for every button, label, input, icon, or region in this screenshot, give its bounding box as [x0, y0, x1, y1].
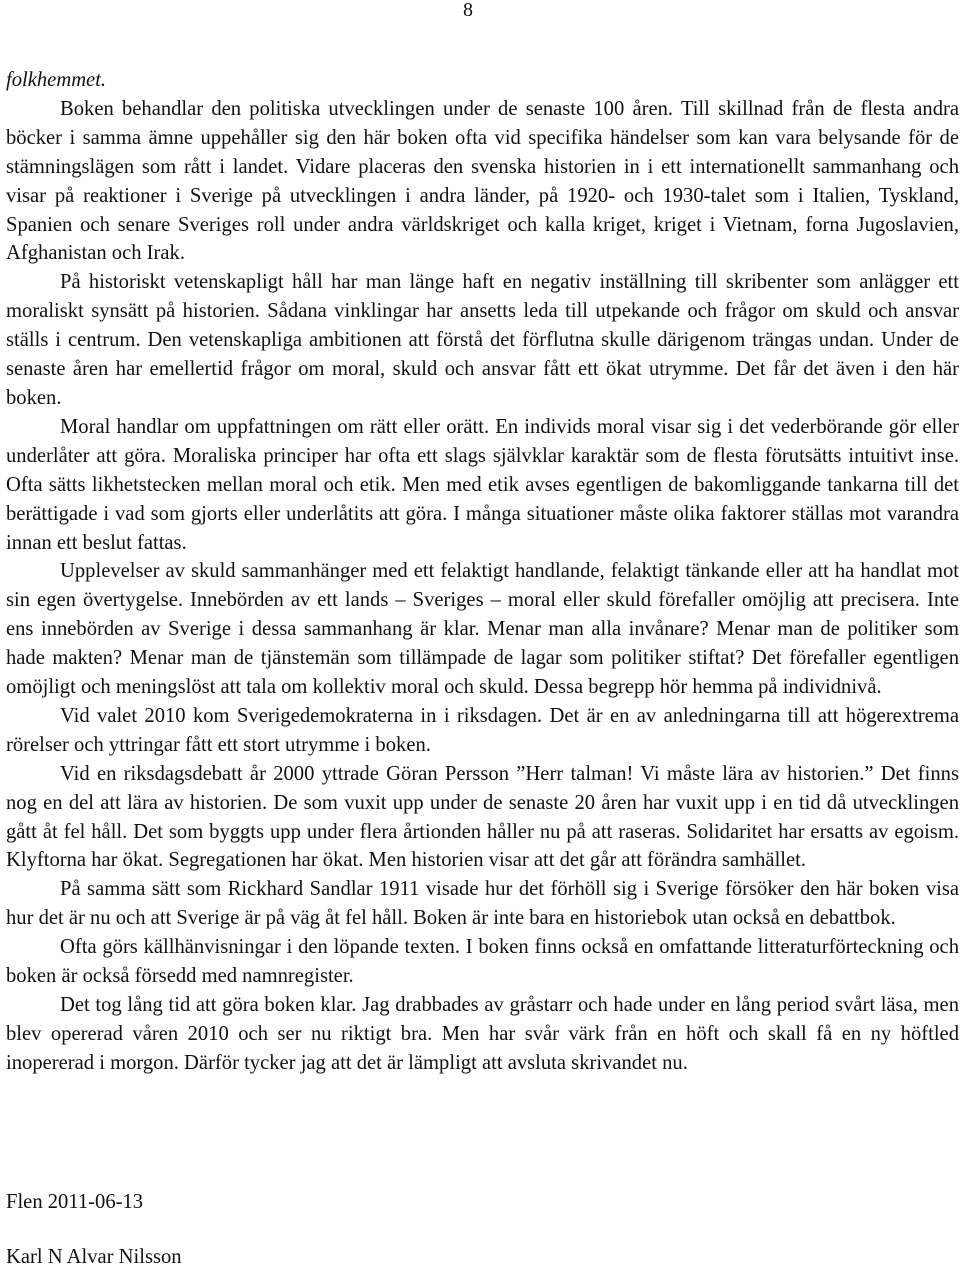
- paragraph-closing: Det tog lång tid att göra boken klar. Jag drabbades av gråstarr och hade under en lång period svårt läsa, men blev opererad våren 2010 och ser nu riktigt bra. Men har svår värk från en höft och skall få en ny höftled inopererad i morgon. Därför tycker jag att det är lämpligt att avsluta skrivandet nu.: [6, 994, 959, 1074]
- paragraph-riksdag-debate: Vid en riksdagsdebatt år 2000 yttrade Göran Persson ”Herr talman! Vi måste lära av historien.” Det finns nog en del att lära av historien. De som vuxit upp under de senaste 20 åren har vuxit upp i en tid då utvecklingen gått åt fel håll. Det som byggts upp under flera årtionden håller nu på att raseras. Solidaritet har ersatts av egoism. Klyftorna har ökat. Segregationen har ökat. Men historien visar att det går att förändra samhället.: [6, 762, 959, 872]
- paragraph-election-2010: Vid valet 2010 kom Sverigedemokraterna in i riksdagen. Det är en av anledningarna till att högerextrema rörelser och yttringar fått ett stort utrymme i boken.: [6, 704, 959, 756]
- body-text: [6, 66, 959, 1078]
- place-date: Flen 2011-06-13: [6, 1191, 144, 1213]
- paragraph-references: Ofta görs källhänvisningar i den löpande texten. I boken finns också en omfattande litteraturförteckning och boken är också försedd med namnregister.: [6, 936, 959, 988]
- opening-word: folkhemmet.: [6, 69, 107, 91]
- paragraph-intro: Boken behandlar den politiska utvecklingen under de senaste 100 åren. Till skillnad från de flesta andra böcker i samma ämne uppehåller sig den här boken ofta vid specifika händelser som kan vara belysande för de stämningslägen som rått i landet. Vidare placeras den svenska historien in i ett internationellt sammanhang och visar på reaktioner i Sverige på utvecklingen i andra länder, på 1920- och 1930-talet som i Italien, Tyskland, Spanien och senare Sveriges roll under andra världskriget och kalla kriget, kriget i Vietnam, forna Jugoslavien, Afghanistan och Irak.: [6, 97, 959, 265]
- paragraph-moral-definition: Moral handlar om uppfattningen om rätt eller orätt. En individs moral visar sig i det vederbörande gör eller underlåter att göra. Moraliska principer har ofta ett slags självklar karaktär som de flesta förutsätts intuitivt inse. Ofta sätts likhetstecken mellan moral och etik. Men med etik avses egentligen de bakomliggande tankarna till det berättigade i vad som gjorts eller underlåtits att göra. I många situationer måste olika faktorer ställas mot varandra innan ett beslut fattas.: [6, 415, 959, 554]
- paragraph-sandlar: På samma sätt som Rickhard Sandlar 1911 visade hur det förhöll sig i Sverige försöker den här boken visa hur det är nu och att Sverige är på väg åt fel håll. Boken är inte bara en historiebok utan också en debattbok.: [6, 878, 959, 930]
- page-number: 8: [463, 0, 473, 21]
- author-signature: Karl N Alvar Nilsson: [6, 1246, 182, 1268]
- paragraph-moral-view: På historiskt vetenskapligt håll har man länge haft en negativ inställning till skribenter som anlägger ett moraliskt synsätt på historien. Sådana vinklingar har ansetts leda till utpekande och frågor om skuld och ansvar ställs i centrum. Den vetenskapliga ambitionen att förstå det förflutna skulle därigenom trängas undan. Under de senaste åren har emellertid frågor om moral, skuld och ansvar fått ett ökat utrymme. Det får det även i den här boken.: [6, 271, 959, 409]
- opening-line: [6, 66, 959, 95]
- paragraph-guilt: Upplevelser av skuld sammanhänger med ett felaktigt handlande, felaktigt tänkande eller att ha handlat mot sin egen övertygelse. Innebörden av ett lands – Sveriges – moral eller skuld förefaller omöjlig att precisera. Inte ens innebörden av Sverige i dessa sammanhang är klar. Menar man alla invånare? Menar man de politiker som hade makten? Menar man de tjänstemän som tillämpade de lagar som politiker stiftat? Det förefaller egentligen omöjligt och meningslöst att tala om kollektiv moral och skuld. Dessa begrepp hör hemma på individnivå.: [6, 560, 959, 699]
